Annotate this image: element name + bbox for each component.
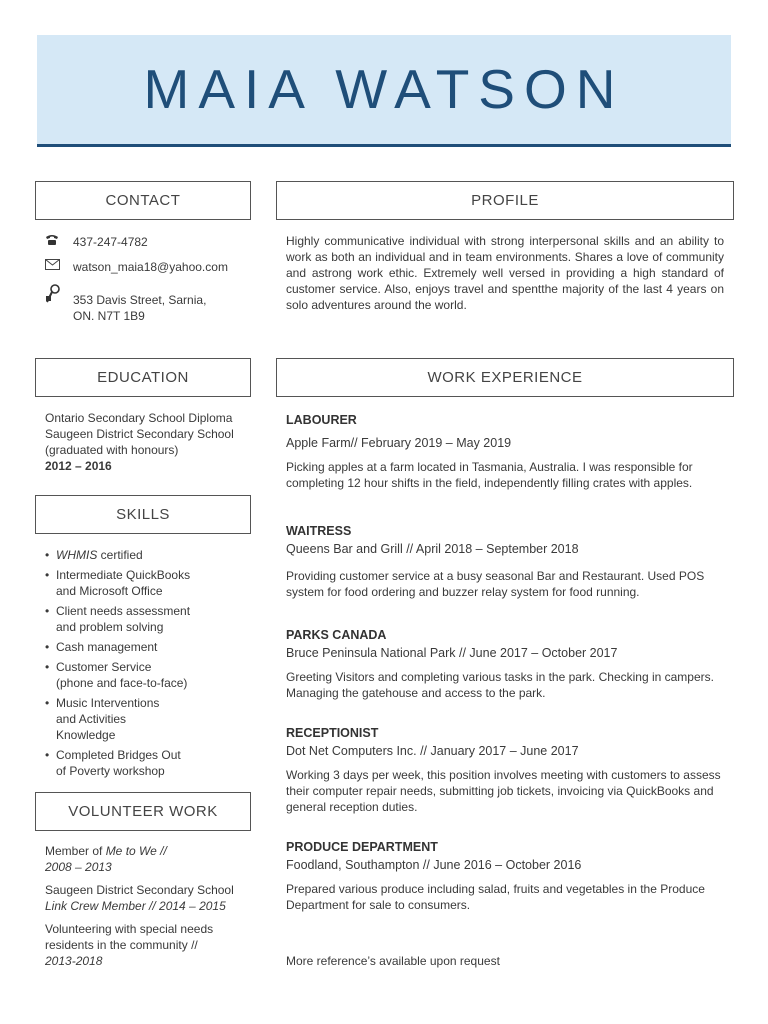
section-volunteer: VOLUNTEER WORK — [35, 792, 251, 831]
job-title: PARKS CANADA — [286, 628, 387, 642]
contact-phone-row — [45, 234, 148, 250]
job-meta: Bruce Peninsula National Park // June 2017 – October 2017 — [286, 646, 618, 660]
job-description: Greeting Visitors and completing various tasks in the park. Checking in campers. Managing the gatehouse and access to the park. — [286, 670, 714, 700]
job-meta: Dot Net Computers Inc. // January 2017 – June 2017 — [286, 744, 579, 758]
candidate-name: MAIA WATSON — [143, 58, 625, 120]
skill-item: • Customer Service (phone and face-to-face) — [45, 659, 255, 691]
job-description: Providing customer service at a busy seasonal Bar and Restaurant. Used POS system for food ordering and buzzer relay system for food running. — [286, 569, 705, 599]
volunteer-item-1: Member of Me to We // — [45, 844, 167, 858]
envelope-icon — [45, 259, 73, 275]
job-description: Picking apples at a farm located in Tasmania, Australia. I was responsible for completing 12 hour shifts in the field, independently filling crates with apples. — [286, 460, 693, 490]
contact-address-row — [45, 284, 206, 324]
job-meta: Queens Bar and Grill // April 2018 – September 2018 — [286, 542, 579, 556]
job-title: RECEPTIONIST — [286, 726, 379, 740]
skill-item: • Music Interventions and Activities Knowledge — [45, 695, 255, 743]
skill-item: • Cash management — [45, 639, 255, 655]
references-note: More reference’s available upon request — [286, 954, 500, 968]
job-title: WAITRESS — [286, 524, 352, 538]
section-skills: SKILLS — [35, 495, 251, 534]
location-icon — [45, 284, 73, 324]
education-years: 2012 – 2016 — [45, 459, 112, 473]
volunteer-item-3: Volunteering with special needs residents in the community // — [45, 922, 214, 952]
contact-email-row — [45, 259, 228, 275]
contact-phone: 437-247-4782 — [73, 235, 148, 249]
job-description: Working 3 days per week, this position involves meeting with customers to assess their computer repair needs, submitting job tickets, invoicing via QuickBooks and general reception duties. — [286, 768, 721, 814]
job-title: LABOURER — [286, 413, 357, 427]
skills-list — [45, 547, 255, 783]
section-education: EDUCATION — [35, 358, 251, 397]
skill-item: • WHMIS certified — [45, 547, 255, 563]
volunteer-item-3-years: 2013-2018 — [45, 954, 103, 968]
job-description: Prepared various produce including salad, fruits and vegetables in the Produce Department for sale to consumers. — [286, 882, 705, 912]
education-block — [45, 410, 255, 474]
job-meta: Apple Farm// February 2019 – May 2019 — [286, 436, 512, 450]
skill-item: • Completed Bridges Out of Poverty workshop — [45, 747, 255, 779]
phone-icon — [45, 234, 73, 250]
contact-address-line1: 353 Davis Street, Sarnia, — [73, 293, 207, 307]
section-contact: CONTACT — [35, 181, 251, 220]
job-title: PRODUCE DEPARTMENT — [286, 840, 438, 854]
volunteer-item-2: Saugeen District Secondary School — [45, 883, 234, 897]
education-honours: (graduated with honours) — [45, 443, 179, 457]
contact-email[interactable]: watson_maia18@yahoo.com — [73, 260, 228, 274]
volunteer-block — [45, 843, 255, 969]
skill-item: • Client needs assessment and problem solving — [45, 603, 255, 635]
volunteer-item-1-years: 2008 – 2013 — [45, 860, 112, 874]
section-profile: PROFILE — [276, 181, 734, 220]
contact-address-line2: ON. N7T 1B9 — [73, 309, 145, 323]
education-school: Saugeen District Secondary School — [45, 427, 234, 441]
education-diploma: Ontario Secondary School Diploma — [45, 411, 233, 425]
section-work-experience: WORK EXPERIENCE — [276, 358, 734, 397]
profile-text: Highly communicative individual with strong interpersonal skills and an ability to work as both an individual and in team environments. Shares a love of community and astrong work ethic. Extremely well versed in providing a high standard of customer service. Also, enjoys travel and spentthe majority of the last 4 years on solo adventures around the world. — [286, 234, 724, 312]
job-meta: Foodland, Southampton // June 2016 – October 2016 — [286, 858, 582, 872]
volunteer-item-2-role: Link Crew Member // 2014 – 2015 — [45, 899, 226, 913]
skill-item: • Intermediate QuickBooks and Microsoft Office — [45, 567, 255, 599]
header-divider — [37, 144, 731, 147]
